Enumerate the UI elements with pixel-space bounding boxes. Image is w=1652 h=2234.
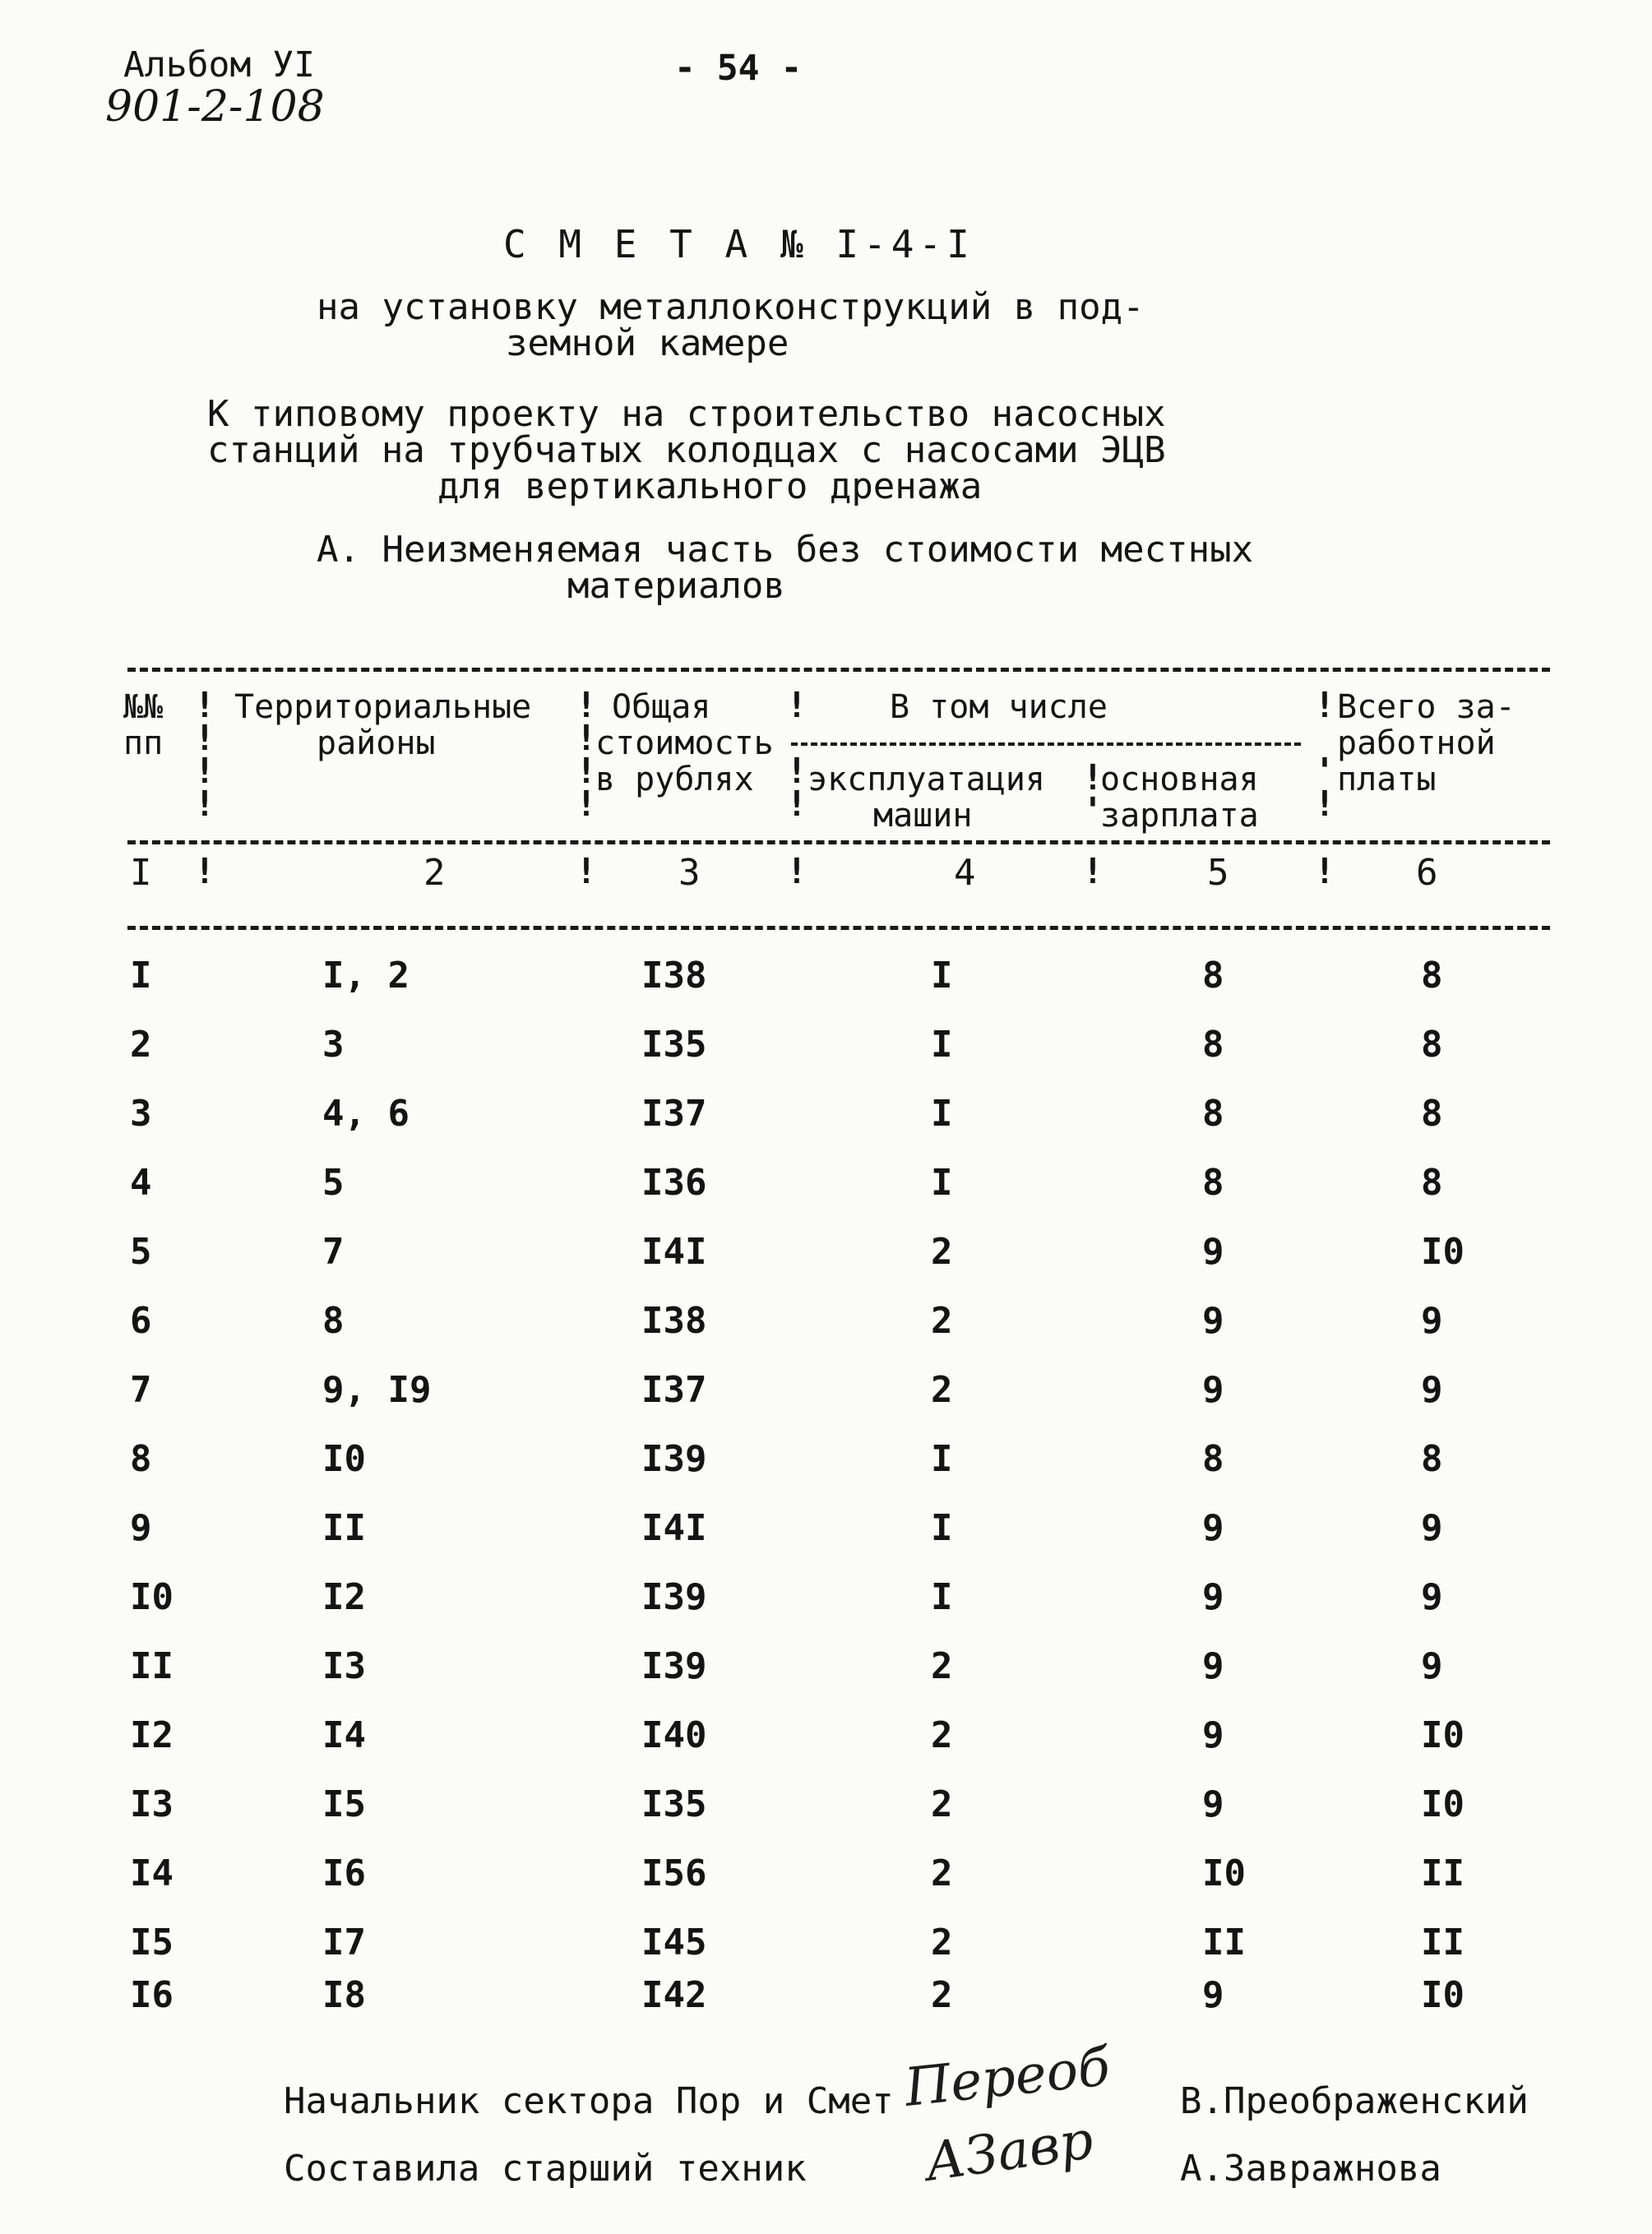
col-separator: ! (194, 851, 215, 892)
header-bottom-rule (127, 840, 1550, 844)
head-name: В.Преображенский (1180, 2080, 1529, 2122)
row-number-cell: I3 (130, 1783, 174, 1825)
table-row (0, 1162, 1652, 1214)
col4-header: эксплуатация машин (807, 761, 1045, 835)
district-cell: 4, 6 (322, 1093, 410, 1135)
machine-cost-cell: I (931, 1438, 953, 1480)
total-cost-cell: I37 (641, 1369, 707, 1411)
total-cost-cell: I37 (641, 1093, 707, 1135)
table-row (0, 1369, 1652, 1422)
table-row (0, 1714, 1652, 1767)
machine-cost-cell: I (931, 1507, 953, 1549)
table-row (0, 1576, 1652, 1629)
total-cost-cell: I40 (641, 1714, 707, 1756)
total-cost-cell: I35 (641, 1024, 707, 1066)
base-wage-cell: 9 (1202, 1645, 1224, 1687)
col5-header: основная зарплата (1100, 761, 1259, 835)
district-cell: I7 (322, 1922, 366, 1963)
machine-cost-cell: 2 (931, 1300, 953, 1342)
district-cell: I0 (322, 1438, 366, 1480)
table-row (0, 1093, 1652, 1145)
total-cost-cell: I36 (641, 1162, 707, 1204)
project-code-handwritten: 901-2-108 (105, 82, 325, 132)
total-wage-cell: I0 (1421, 1714, 1465, 1756)
col-separator: ! ! ! (786, 685, 807, 825)
district-cell: 9, I9 (322, 1369, 432, 1411)
table-row (0, 1852, 1652, 1905)
col-separator: ! ! ! ! (576, 685, 597, 825)
col-separator: ! (1082, 851, 1104, 892)
section-title (317, 529, 1254, 607)
project-line: станций на трубчатых колодцах с насосами ЭЦВ (207, 429, 1166, 471)
table-row (0, 1974, 1652, 2027)
col-number: 2 (423, 852, 446, 894)
table-row (0, 1645, 1652, 1698)
row-number-cell: I6 (130, 1974, 174, 2016)
machine-cost-cell: 2 (931, 1231, 953, 1273)
row-number-cell: 8 (130, 1438, 152, 1480)
district-cell: 3 (322, 1024, 345, 1066)
district-cell: I, 2 (322, 955, 410, 997)
district-cell: 5 (322, 1162, 345, 1204)
total-cost-cell: I39 (641, 1576, 707, 1618)
total-wage-cell: 9 (1421, 1576, 1443, 1618)
total-cost-cell: I38 (641, 1300, 707, 1342)
machine-cost-cell: I (931, 1024, 953, 1066)
col-number: 3 (678, 852, 701, 894)
total-cost-cell: I35 (641, 1783, 707, 1825)
base-wage-cell: 9 (1202, 1507, 1224, 1549)
project-line: К типовому проекту на строительство насосных (207, 393, 1166, 435)
col6-header: Всего за- работной платы (1337, 688, 1515, 798)
total-wage-cell: 8 (1421, 955, 1443, 997)
district-cell: 7 (322, 1231, 345, 1273)
base-wage-cell: 9 (1202, 1783, 1224, 1825)
total-wage-cell: 9 (1421, 1507, 1443, 1549)
base-wage-cell: 8 (1202, 955, 1224, 997)
table-row (0, 1024, 1652, 1076)
base-wage-cell: 9 (1202, 1974, 1224, 2016)
machine-cost-cell: I (931, 955, 953, 997)
row-number-cell: 3 (130, 1093, 152, 1135)
table-row (0, 1231, 1652, 1284)
base-wage-cell: 8 (1202, 1093, 1224, 1135)
row-number-cell: 5 (130, 1231, 152, 1273)
total-wage-cell: I0 (1421, 1783, 1465, 1825)
subtitle-line: на установку металлоконструкций в под- (317, 286, 1145, 328)
total-wage-cell: I0 (1421, 1974, 1465, 2016)
row-number-cell: I4 (130, 1852, 174, 1894)
total-wage-cell: II (1421, 1922, 1465, 1963)
total-wage-cell: 8 (1421, 1024, 1443, 1066)
compiler-signature: АЗавр (921, 2110, 1097, 2194)
base-wage-cell: 9 (1202, 1300, 1224, 1342)
project-line: для вертикального дренажа (437, 465, 983, 507)
row-number-cell: 4 (130, 1162, 152, 1204)
row-number-cell: 2 (130, 1024, 152, 1066)
subtitle (317, 286, 1145, 364)
total-wage-cell: I0 (1421, 1231, 1465, 1273)
row-number-cell: 9 (130, 1507, 152, 1549)
table-row (0, 1300, 1652, 1353)
machine-cost-cell: 2 (931, 1645, 953, 1687)
table-row (0, 955, 1652, 1007)
machine-cost-cell: 2 (931, 1783, 953, 1825)
subtitle-line: земной камере (506, 322, 789, 364)
district-cell: 8 (322, 1300, 345, 1342)
table-row (0, 1922, 1652, 1974)
row-number-cell: II (130, 1645, 174, 1687)
head-signature: Переоб (901, 2037, 1113, 2119)
total-cost-cell: I4I (641, 1231, 707, 1273)
total-wage-cell: 9 (1421, 1369, 1443, 1411)
total-wage-cell: 9 (1421, 1300, 1443, 1342)
section-line: материалов (567, 565, 785, 607)
col1-header: №№ пп (123, 688, 164, 762)
group-header: В том числе (890, 688, 1108, 726)
base-wage-cell: 8 (1202, 1162, 1224, 1204)
district-cell: I5 (322, 1783, 366, 1825)
col-separator: ! ' ! (1314, 685, 1335, 825)
machine-cost-cell: 2 (931, 1714, 953, 1756)
col2-header: Территориальные районы (234, 688, 532, 762)
base-wage-cell: 9 (1202, 1714, 1224, 1756)
row-number-cell: 6 (130, 1300, 152, 1342)
base-wage-cell: 9 (1202, 1231, 1224, 1273)
col-number: 6 (1416, 852, 1438, 894)
album-label: Альбом УI (123, 44, 315, 86)
row-number-cell: I0 (130, 1576, 174, 1618)
col-number: I (130, 852, 152, 894)
machine-cost-cell: I (931, 1576, 953, 1618)
total-cost-cell: I4I (641, 1507, 707, 1549)
machine-cost-cell: 2 (931, 1852, 953, 1894)
numbers-bottom-rule (127, 926, 1550, 930)
row-number-cell: I2 (130, 1714, 174, 1756)
district-cell: I3 (322, 1645, 366, 1687)
col-number: 5 (1207, 852, 1229, 894)
total-cost-cell: I39 (641, 1645, 707, 1687)
table-row (0, 1438, 1652, 1491)
row-number-cell: 7 (130, 1369, 152, 1411)
total-cost-cell: I39 (641, 1438, 707, 1480)
machine-cost-cell: 2 (931, 1974, 953, 2016)
col-number: 4 (954, 852, 976, 894)
total-wage-cell: 9 (1421, 1645, 1443, 1687)
document-title: С М Е Т А № I-4-I (503, 222, 974, 266)
head-position: Начальник сектора Пор и Смет (284, 2080, 894, 2122)
machine-cost-cell: I (931, 1162, 953, 1204)
total-cost-cell: I56 (641, 1852, 707, 1894)
base-wage-cell: 8 (1202, 1024, 1224, 1066)
total-cost-cell: I38 (641, 955, 707, 997)
total-wage-cell: 8 (1421, 1438, 1443, 1480)
base-wage-cell: 9 (1202, 1576, 1224, 1618)
total-wage-cell: II (1421, 1852, 1465, 1894)
group-rule (791, 742, 1301, 746)
base-wage-cell: 8 (1202, 1438, 1224, 1480)
district-cell: I6 (322, 1852, 366, 1894)
district-cell: II (322, 1507, 366, 1549)
col-separator: ! (786, 851, 807, 892)
district-cell: I8 (322, 1974, 366, 2016)
base-wage-cell: I0 (1202, 1852, 1246, 1894)
table-row (0, 1507, 1652, 1560)
row-number-cell: I5 (130, 1922, 174, 1963)
district-cell: I4 (322, 1714, 366, 1756)
district-cell: I2 (322, 1576, 366, 1618)
compiler-position: Составила старший техник (284, 2148, 807, 2190)
page-number: - 54 - (674, 48, 803, 89)
base-wage-cell: II (1202, 1922, 1246, 1963)
compiler-name: А.Завражнова (1180, 2148, 1441, 2190)
col3-header: Общая стоимость в рублях (595, 688, 774, 798)
col-separator: ! ! ! ! (194, 685, 215, 825)
col-separator: ! (576, 851, 597, 892)
table-row (0, 1783, 1652, 1836)
section-line: А. Неизменяемая часть без стоимости местных (317, 529, 1254, 571)
base-wage-cell: 9 (1202, 1369, 1224, 1411)
total-wage-cell: 8 (1421, 1162, 1443, 1204)
total-cost-cell: I42 (641, 1974, 707, 2016)
total-wage-cell: 8 (1421, 1093, 1443, 1135)
table-top-rule (127, 668, 1550, 672)
col-separator: ! (1314, 851, 1335, 892)
machine-cost-cell: I (931, 1093, 953, 1135)
total-cost-cell: I45 (641, 1922, 707, 1963)
col-separator: ! ' (1082, 757, 1104, 831)
row-number-cell: I (130, 955, 152, 997)
machine-cost-cell: 2 (931, 1922, 953, 1963)
project-description (207, 393, 1166, 507)
machine-cost-cell: 2 (931, 1369, 953, 1411)
